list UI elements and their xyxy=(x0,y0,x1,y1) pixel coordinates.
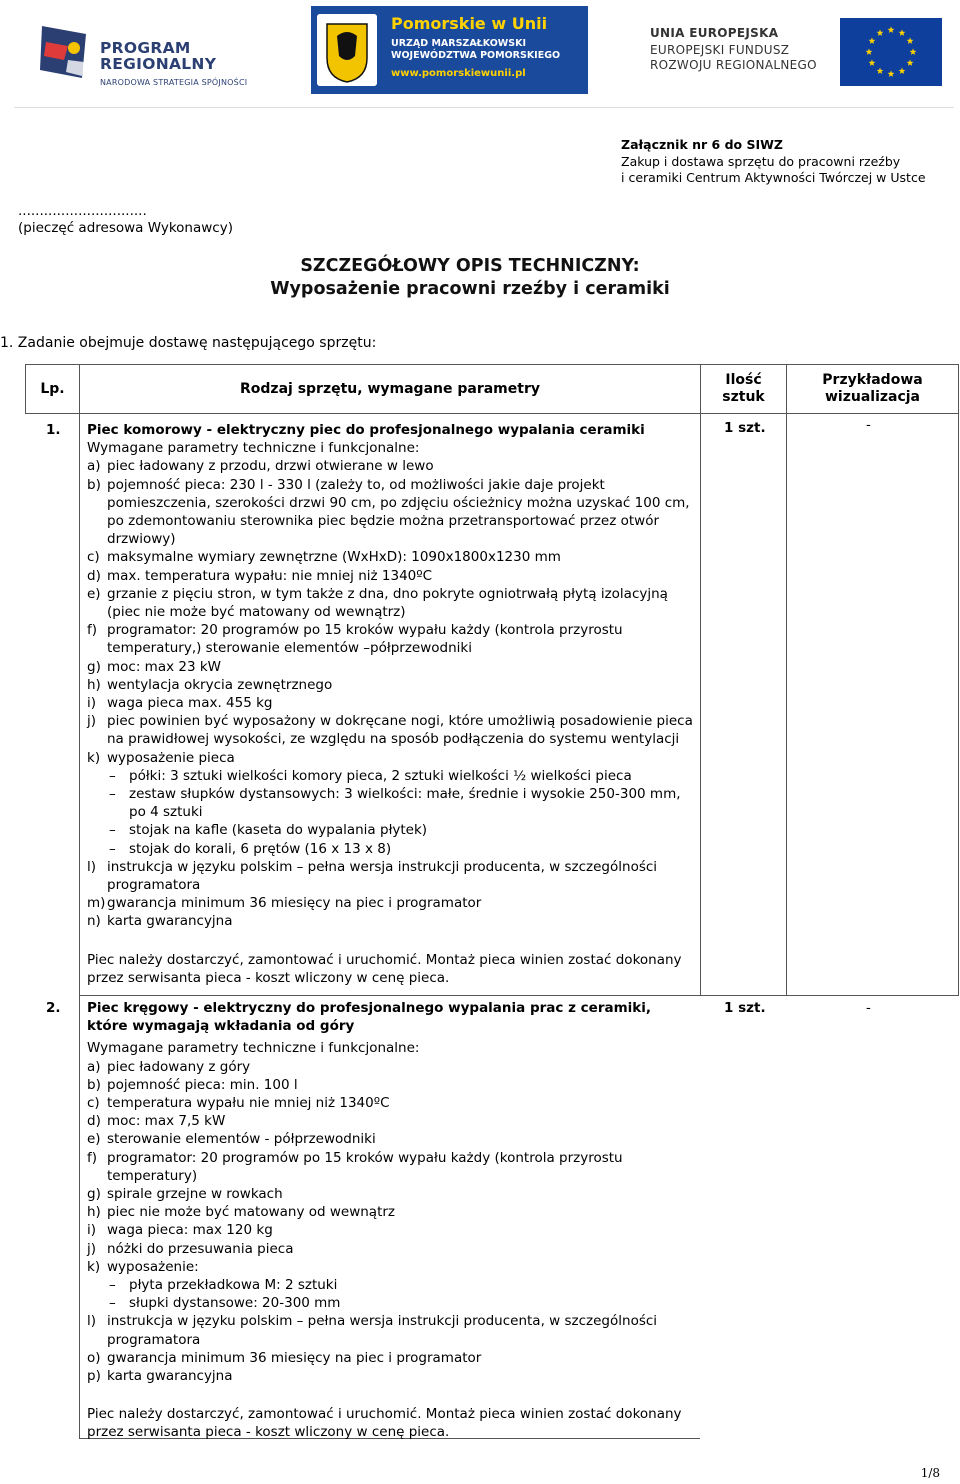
stamp-dots: .............................. xyxy=(18,203,147,219)
eu-line2: EUROPEJSKI FUNDUSZ xyxy=(650,43,790,57)
item-text: pojemność pieca: min. 100 l xyxy=(107,1076,298,1093)
item-marker: d) xyxy=(87,567,101,584)
item-text: grzanie z pięciu stron, w tym także z dna, dno pokryte ogniotrwałą płytą izolacyjną (piec nie może być matowany od wewnątrz) xyxy=(107,585,668,621)
document-subtitle: Wyposażenie pracowni rzeźby i ceramiki xyxy=(270,279,670,299)
item-marker: o) xyxy=(87,1349,101,1366)
row2-subitems xyxy=(87,1276,695,1312)
item-text: gwarancja minimum 36 miesięcy na piec i programator xyxy=(107,1349,482,1366)
spec-item xyxy=(87,476,695,549)
item-text: moc: max 23 kW xyxy=(107,658,222,675)
item-text: piec ładowany z góry xyxy=(107,1058,251,1075)
item-text: pojemność pieca: 230 l - 330 l (zależy to, od możliwości jakie daje projekt pomieszczenia, szerokości drzwi 90 cm, po zdjęciu ościeżnicy można uzyskać 100 cm, po zdemontowaniu sterownika piec będzie można przetransportować przez otwór drzwiowy) xyxy=(107,476,690,548)
spec-item xyxy=(87,1312,695,1348)
item-marker: g) xyxy=(87,1186,101,1203)
item-text: wyposażenie pieca xyxy=(107,749,235,766)
spec-item xyxy=(87,712,695,748)
item-text: karta gwarancyjna xyxy=(107,1368,233,1385)
document-title: SZCZEGÓŁOWY OPIS TECHNICZNY: xyxy=(300,256,640,276)
program-regionalny-logo xyxy=(38,16,268,96)
row2-lp: 2. xyxy=(46,1000,61,1016)
equipment-subitem xyxy=(87,840,695,858)
item-marker: a) xyxy=(87,458,101,475)
row1-qty: 1 szt. xyxy=(724,420,766,436)
spec-item xyxy=(87,1258,695,1276)
subitem-text: półki: 3 sztuki wielkości komory pieca, 2 sztuki wielkości ½ wielkości pieca xyxy=(129,767,632,784)
row2-note: Piec należy dostarczyć, zamontować i uruchomić. Montaż pieca winien zostać dokonany przez serwisanta pieca - koszt wliczony w cenę pieca. xyxy=(87,1406,682,1441)
header-type: Rodzaj sprzętu, wymagane parametry xyxy=(240,381,540,397)
section-intro: 1. Zadanie obejmuje dostawę następującego sprzętu: xyxy=(0,335,377,351)
item-text: temperatura wypału nie mniej niż 1340ºC xyxy=(107,1095,390,1112)
item-text: nóżki do przesuwania pieca xyxy=(107,1240,294,1257)
program-line2: REGIONALNY xyxy=(100,55,217,73)
attachment-subject-1: Zakup i dostawa sprzętu do pracowni rzeźby xyxy=(621,153,901,169)
row2-title: Piec kręgowy - elektryczny do profesjonalnego wypalania prac z ceramiki, które wymagają wkładania od góry xyxy=(87,1000,652,1035)
spec-item xyxy=(87,1149,695,1185)
spec-item xyxy=(87,694,695,712)
pomorskie-line2: URZĄD MARSZAŁKOWSKI xyxy=(391,38,526,49)
attachment-number: Załącznik nr 6 do SIWZ xyxy=(621,137,783,152)
header-qty-line1: Ilość xyxy=(725,372,762,388)
equipment-subitem xyxy=(87,821,695,839)
spec-item xyxy=(87,858,695,894)
spec-item xyxy=(87,585,695,621)
item-text: max. temperatura wypału: nie mniej niż 1340ºC xyxy=(107,567,433,584)
spec-item xyxy=(87,1112,695,1130)
flag-logo-icon xyxy=(38,20,94,84)
equipment-subitem xyxy=(87,767,695,785)
row1-title: Piec komorowy - elektryczny piec do profesjonalnego wypalania ceramiki xyxy=(87,422,645,438)
spec-item xyxy=(87,1367,695,1385)
row1-lp: 1. xyxy=(46,422,61,438)
spec-item xyxy=(87,894,695,912)
item-marker: h) xyxy=(87,1204,101,1221)
spec-item xyxy=(87,1076,695,1094)
row1-intro: Wymagane parametry techniczne i funkcjonalne: xyxy=(87,440,420,457)
griffin-seal-icon xyxy=(317,14,377,86)
header-lp: Lp. xyxy=(40,381,65,397)
subitem-text: słupki dystansowe: 20-300 mm xyxy=(129,1295,341,1312)
item-text: waga pieca: max 120 kg xyxy=(107,1222,273,1239)
item-text: instrukcja w języku polskim – pełna wersja instrukcji producenta, w szczególności programatora xyxy=(107,1313,658,1348)
spec-item xyxy=(87,1185,695,1203)
item-marker: k) xyxy=(87,749,101,766)
item-marker: e) xyxy=(87,585,101,602)
header-viz-line1: Przykładowa xyxy=(822,372,923,388)
eu-flag-icon xyxy=(840,18,942,86)
spec-item xyxy=(87,1094,695,1112)
item-marker: b) xyxy=(87,476,101,493)
row1-subitems xyxy=(87,767,695,858)
item-text: piec ładowany z przodu, drzwi otwierane w lewo xyxy=(107,458,434,475)
equipment-subitem xyxy=(87,785,695,821)
item-text: wentylacja okrycia zewnętrznego xyxy=(107,676,333,693)
eu-line1: UNIA EUROPEJSKA xyxy=(650,26,779,40)
subitem-text: stojak do korali, 6 prętów (16 x 13 x 8) xyxy=(129,840,392,857)
item-marker: j) xyxy=(87,1240,97,1257)
item-marker: c) xyxy=(87,1095,100,1112)
item-text: spirale grzejne w rowkach xyxy=(107,1186,283,1203)
spec-item xyxy=(87,548,695,566)
spec-item xyxy=(87,1130,695,1148)
dash-bullet-icon: – xyxy=(109,840,116,857)
item-text: programator: 20 programów po 15 kroków wypału każdy (kontrola przyrostu temperatury) xyxy=(107,1149,623,1184)
spec-item xyxy=(87,912,695,930)
row1-note: Piec należy dostarczyć, zamontować i uruchomić. Montaż pieca winien zostać dokonany przez serwisanta pieca - koszt wliczony w cenę pieca. xyxy=(87,951,682,986)
item-text: piec powinien być wyposażony w dokręcane nogi, które umożliwią posadowienie pieca na prawidłowej wysokości, ze względu na sposób podłączenia do systemu wentylacji xyxy=(107,713,693,748)
row1-items2 xyxy=(87,858,695,931)
item-text: piec nie może być matowany od wewnątrz xyxy=(107,1204,396,1221)
item-text: moc: max 7,5 kW xyxy=(107,1113,226,1130)
spec-item xyxy=(87,1203,695,1221)
pomorskie-line1: Pomorskie w Unii xyxy=(391,14,548,33)
program-line3: NARODOWA STRATEGIA SPÓJNOŚCI xyxy=(100,78,248,87)
pomorskie-line3: WOJEWÓDZTWA POMORSKIEGO xyxy=(391,50,561,61)
program-line1: PROGRAM xyxy=(100,39,191,57)
spec-item xyxy=(87,1349,695,1367)
item-marker: g) xyxy=(87,658,101,675)
row2-items xyxy=(87,1058,695,1276)
dash-bullet-icon: – xyxy=(109,822,116,839)
row2-description xyxy=(87,999,695,1442)
item-marker: j) xyxy=(87,713,97,730)
row2-visualization: - xyxy=(866,1000,871,1016)
item-marker: f) xyxy=(87,1149,98,1166)
header-visualization xyxy=(787,372,958,406)
spec-item xyxy=(87,676,695,694)
dash-bullet-icon: – xyxy=(109,1277,116,1294)
attachment-subject-2: i ceramiki Centrum Aktywności Twórczej w Ustce xyxy=(621,170,926,185)
spec-item xyxy=(87,567,695,585)
item-text: programator: 20 programów po 15 kroków wypału każdy (kontrola przyrostu temperatury,) sterowanie elementów –półprzewodniki xyxy=(107,622,623,657)
attachment-note xyxy=(621,137,926,187)
header-qty xyxy=(701,372,786,406)
item-marker: l) xyxy=(87,1313,97,1330)
row2-qty: 1 szt. xyxy=(724,1000,766,1016)
item-marker: i) xyxy=(87,695,97,712)
subitem-text: zestaw słupków dystansowych: 3 wielkości: małe, średnie i wysokie 250-300 mm, po 4 sztuki xyxy=(129,786,681,821)
item-text: instrukcja w języku polskim – pełna wersja instrukcji producenta, w szczególności programatora xyxy=(107,858,658,894)
item-marker: n) xyxy=(87,913,101,930)
subitem-text: płyta przekładkowa M: 2 sztuki xyxy=(129,1277,338,1294)
stamp-label: (pieczęć adresowa Wykonawcy) xyxy=(18,220,233,236)
item-marker: h) xyxy=(87,676,101,693)
header-qty-line2: sztuk xyxy=(722,389,765,405)
spec-item xyxy=(87,1058,695,1076)
spec-item xyxy=(87,1221,695,1239)
item-marker: e) xyxy=(87,1131,101,1148)
row2-intro: Wymagane parametry techniczne i funkcjonalne: xyxy=(87,1040,420,1057)
header-viz-line2: wizualizacja xyxy=(824,389,921,405)
dash-bullet-icon: – xyxy=(109,767,116,784)
pomorskie-url: www.pomorskiewunii.pl xyxy=(391,68,526,79)
item-marker: l) xyxy=(87,858,97,875)
item-text: wyposażenie: xyxy=(107,1258,199,1275)
contractor-stamp xyxy=(18,203,233,237)
row2-items2 xyxy=(87,1312,695,1385)
item-text: karta gwarancyjna xyxy=(107,913,233,930)
dash-bullet-icon: – xyxy=(109,786,116,803)
page-number: 1/8 xyxy=(920,1466,940,1480)
row1-items xyxy=(87,457,695,766)
pomorskie-logo xyxy=(311,6,588,94)
item-text: maksymalne wymiary zewnętrzne (WxHxD): 1090x1800x1230 mm xyxy=(107,549,561,566)
spec-item xyxy=(87,749,695,767)
item-marker: f) xyxy=(87,622,98,639)
item-marker: k) xyxy=(87,1258,101,1275)
equipment-subitem xyxy=(87,1294,695,1312)
item-marker: m) xyxy=(87,895,106,912)
spec-item xyxy=(87,1240,695,1258)
item-marker: b) xyxy=(87,1076,101,1093)
item-text: waga pieca max. 455 kg xyxy=(107,695,273,712)
item-text: gwarancja minimum 36 miesięcy na piec i programator xyxy=(107,895,482,912)
equipment-subitem xyxy=(87,1276,695,1294)
spec-item xyxy=(87,457,695,475)
spec-item xyxy=(87,621,695,657)
item-marker: p) xyxy=(87,1368,101,1385)
eu-logo xyxy=(650,18,940,88)
item-marker: c) xyxy=(87,549,100,566)
subitem-text: stojak na kafle (kaseta do wypalania płytek) xyxy=(129,822,428,839)
row1-visualization: - xyxy=(866,417,871,433)
dash-bullet-icon: – xyxy=(109,1295,116,1312)
item-marker: a) xyxy=(87,1058,101,1075)
spec-item xyxy=(87,658,695,676)
item-marker: i) xyxy=(87,1222,97,1239)
row1-description xyxy=(87,421,695,987)
item-text: sterowanie elementów - półprzewodniki xyxy=(107,1131,376,1148)
item-marker: d) xyxy=(87,1113,101,1130)
eu-line3: ROZWOJU REGIONALNEGO xyxy=(650,58,817,72)
logo-bar xyxy=(14,6,954,108)
